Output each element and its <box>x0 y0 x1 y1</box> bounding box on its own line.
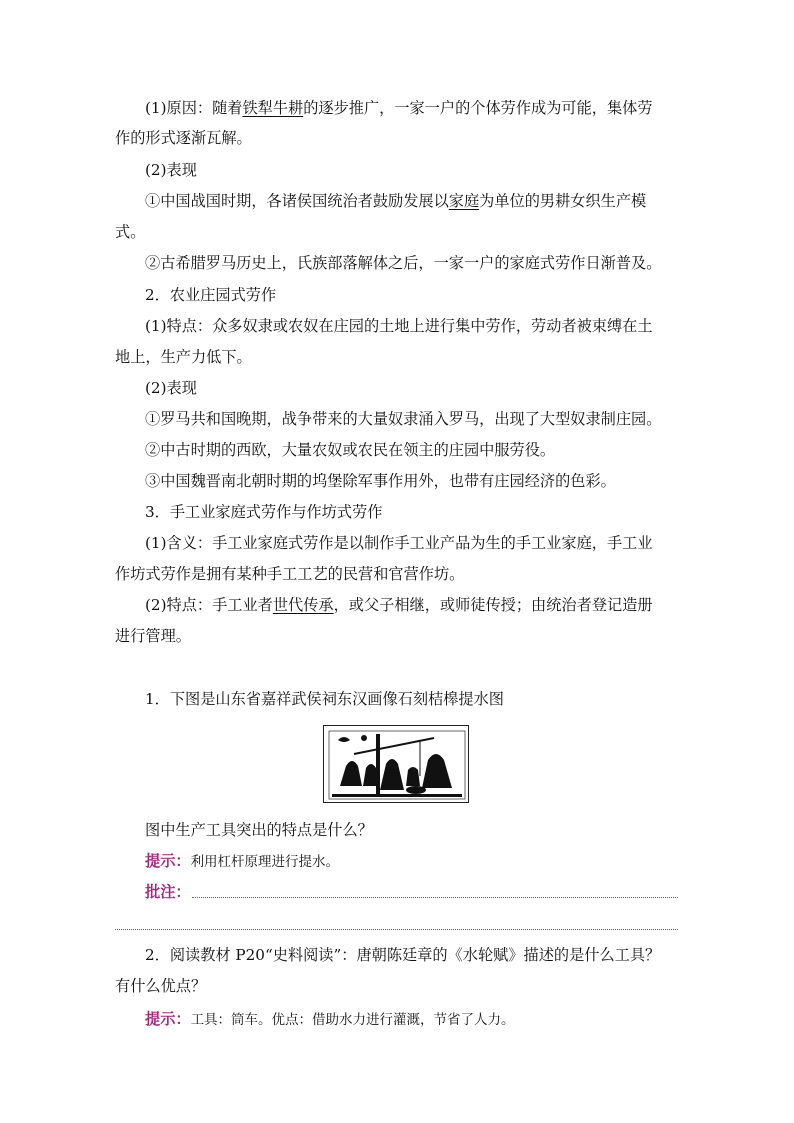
line-3: (2)表现 <box>145 161 197 179</box>
hint-label: 提示： <box>145 1010 191 1028</box>
hint-text: 利用杠杆原理进行提水。 <box>190 854 340 870</box>
line-13: ③中国魏晋南北朝时期的坞堡除军事作用外，也带有庄园经济的色彩。 <box>145 472 616 490</box>
text: (1)原因：随着 <box>145 99 243 117</box>
line-9: 地上，生产力低下。 <box>115 348 252 366</box>
text: 的逐步推广，一家一户的个体劳作成为可能，集体劳 <box>303 99 653 117</box>
note-line-1[interactable] <box>192 897 678 898</box>
hint-text: 工具：筒车。优点：借助水力进行灌溉，节省了人力。 <box>190 1012 515 1028</box>
line-2: 作的形式逐渐瓦解。 <box>115 129 252 147</box>
line-16: 作坊式劳作是拥有某种手工工艺的民营和官营作坊。 <box>115 565 465 583</box>
stone-relief-image <box>323 725 469 803</box>
text: ，或父子相继，或师徒传授；由统治者登记造册 <box>333 596 653 614</box>
line-8: (1)特点：众多奴隶或农奴在庄园的土地上进行集中劳作，劳动者被束缚在土 <box>145 317 653 335</box>
underlined-term: 铁犁牛耕 <box>242 99 304 117</box>
line-12: ②中古时期的西欧，大量农奴或农民在领主的庄园中服劳役。 <box>145 441 556 459</box>
line-15: (1)含义：手工业家庭式劳作是以制作手工业产品为生的手工业家庭，手工业 <box>145 534 653 552</box>
section-heading-2: 2．农业庄园式劳作 <box>145 286 277 304</box>
section-heading-3: 3．手工业家庭式劳作与作坊式劳作 <box>145 503 383 521</box>
underlined-term: 世代传承 <box>272 596 334 614</box>
line-17 <box>145 595 653 615</box>
note-line-2[interactable] <box>115 929 678 930</box>
hint-label: 提示： <box>145 852 191 870</box>
well-sweep-illustration <box>324 726 469 803</box>
hint-2 <box>145 1009 515 1030</box>
note-label: 批注： <box>145 883 191 901</box>
question-1: 1．下图是山东省嘉祥武侯祠东汉画像石刻桔槔提水图 <box>145 690 504 708</box>
line-18: 进行管理。 <box>115 627 191 645</box>
line-5: 式。 <box>115 223 146 241</box>
question-2-cont: 有什么优点？ <box>115 977 207 995</box>
line-1 <box>145 98 653 118</box>
note-1 <box>145 882 191 902</box>
question-1-ask: 图中生产工具突出的特点是什么？ <box>145 821 373 839</box>
text: 为单位的男耕女织生产模 <box>479 192 647 210</box>
text: (2)特点：手工业者 <box>145 596 273 614</box>
underlined-term: 家庭 <box>448 192 480 210</box>
text: ①中国战国时期，各诸侯国统治者鼓励发展以 <box>145 192 449 210</box>
line-6: ②古希腊罗马历史上，氏族部落解体之后，一家一户的家庭式劳作日渐普及。 <box>145 254 662 272</box>
line-10: (2)表现 <box>145 379 197 397</box>
hint-1 <box>145 851 339 872</box>
line-11: ①罗马共和国晚期，战争带来的大量奴隶涌入罗马，出现了大型奴隶制庄园。 <box>145 410 662 428</box>
question-2: 2．阅读教材 P20“史料阅读”：唐朝陈廷章的《水轮赋》描述的是什么工具？ <box>145 946 661 964</box>
line-4 <box>145 191 646 211</box>
